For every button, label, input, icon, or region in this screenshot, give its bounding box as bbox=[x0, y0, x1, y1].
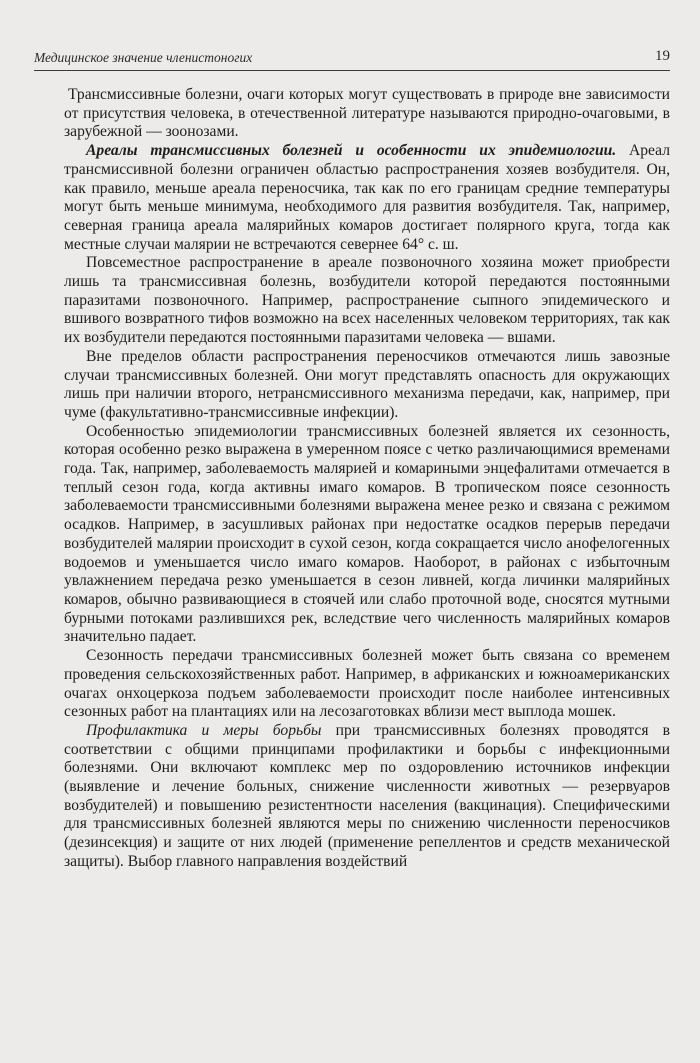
paragraph-text: Трансмиссивные болезни, очаги которых могут существовать в природе вне зависимости от присутствия человека, в отечественной литературе называются природно-очаговыми, в зарубежной — зоонозами. bbox=[64, 86, 670, 141]
section-heading-prevention: Профилактика и меры борьбы bbox=[86, 721, 322, 739]
page-number: 19 bbox=[655, 48, 670, 64]
paragraph-text: Повсеместное распространение в ареале позвоночного хозяина может приобрести лишь та трансмиссивная болезнь, возбудители которой передаются постоянными паразитами позвоночного. Например, распространение сыпного эпидемического и вшивого возвратного тифов возможно на всех населенных человеком территориях, так как их возбудители передаются постоянными паразитами человека — вшами. bbox=[64, 254, 670, 347]
paragraph-distribution bbox=[64, 254, 670, 348]
paragraph-areals bbox=[64, 142, 670, 254]
chapter-title: Медицинское значение членистоногих bbox=[34, 50, 253, 65]
paragraph-prevention bbox=[64, 722, 670, 872]
paragraph-imported-cases bbox=[64, 348, 670, 423]
body-text bbox=[64, 86, 670, 872]
paragraph-seasonality bbox=[64, 423, 670, 647]
running-header bbox=[34, 48, 670, 71]
paragraph-natural-foci bbox=[64, 86, 670, 142]
paragraph-text: Ареал трансмиссивной болезни ограничен областью распространения хозяев возбудителя. Он, как правило, меньше ареала переносчика, так как по его границам средние температуры могут быть меньше минимума, необходимого для развития возбудителя. Так, например, северная граница ареала малярийных комаров достигает полярного круга, тогда как местные случаи малярии не встречаются севернее 64° с. ш. bbox=[64, 142, 670, 253]
paragraph-agricultural bbox=[64, 647, 670, 722]
paragraph-text: Вне пределов области распространения переносчиков отмечаются лишь завозные случаи трансмиссивных болезней. Они могут представлять опасность для окружающих лишь при наличии второго, нетрансмиссивного механизма передачи, как, например, при чуме (факультативно-трансмиссивные инфекции). bbox=[64, 347, 670, 421]
paragraph-text: при трансмиссивных болезнях проводятся в соответствии с общими принципами профилактики и борьбы с инфекционными болезнями. Они включают комплекс мер по оздоровлению источников инфекции (выявление и лечение больных, снижение численности животных — резервуаров возбудителей) и повышению резистентности населения (вакцинация). Специфическими для трансмиссивных болезней являются меры по снижению численности переносчиков (дезинсекция) и защите от них людей (применение репеллентов и средств механической защиты). Выбор главного направления воздействий bbox=[64, 721, 670, 870]
paragraph-text: Сезонность передачи трансмиссивных болезней может быть связана со временем проведения сельскохозяйственных работ. Например, в африканских и южноамериканских очагах онхоцеркоза подъем заболеваемости происходит после наиболее интенсивных сезонных работ на плантациях или на лесозаготовках вблизи мест выплода мошек. bbox=[64, 647, 670, 721]
section-heading-areals: Ареалы трансмиссивных болезней и особенности их эпидемиологии. bbox=[86, 142, 617, 160]
paragraph-text: Особенностью эпидемиологии трансмиссивных болезней является их сезонность, которая особенно резко выражена в умеренном поясе с четко различающимися временами года. Так, например, заболеваемость малярией и комариными энцефалитами отмечается в теплый сезон года, когда активны имаго комаров. В тропическом поясе сезонность заболеваемости трансмиссивными болезнями выражена менее резко и связана с режимом осадков. Например, в засушливых районах при недостатке осадков перерыв передачи возбудителей малярии происходит в сухой сезон, когда сокращается число анофелогенных водоемов и уменьшается число имаго комаров. Наоборот, в районах с избыточным увлажнением передача резко уменьшается в сезон ливней, когда личинки малярийных комаров, обычно развивающиеся в стоячей или слабо проточной воде, сносятся мутными бурными потоками разлившихся рек, вследствие чего численность малярийных комаров значительно падает. bbox=[64, 422, 670, 646]
